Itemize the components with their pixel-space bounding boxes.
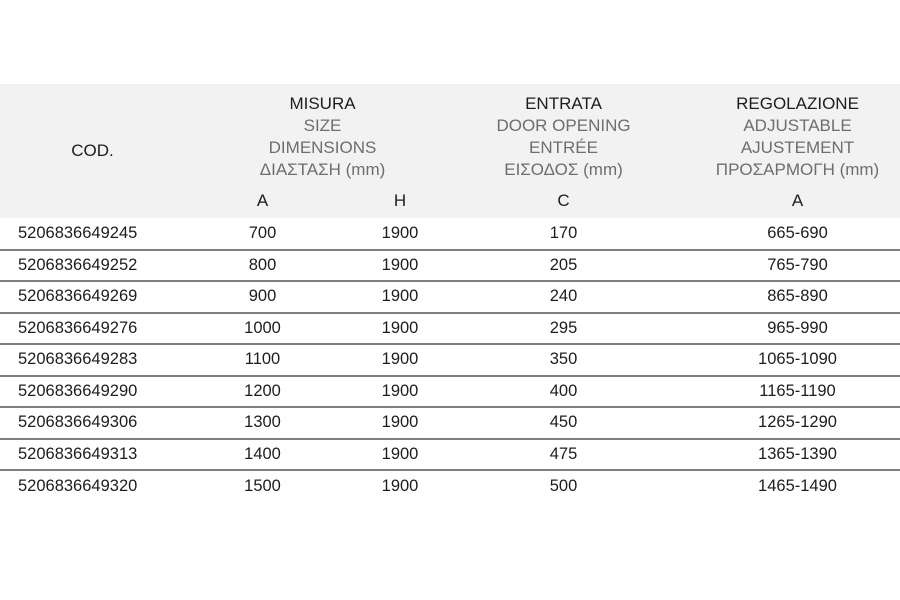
- cell-cod: 5206836649320: [18, 476, 138, 495]
- header-line-misura: MISURA: [289, 94, 356, 113]
- cell-c: 295: [549, 318, 578, 337]
- cell-cod: 5206836649290: [18, 381, 138, 400]
- cell-adj: 1365-1390: [758, 444, 837, 463]
- cell-adj: 965-990: [767, 318, 828, 337]
- cell-c: 350: [549, 350, 578, 369]
- cell-c: 450: [549, 413, 578, 432]
- cell-adj: 1265-1290: [758, 413, 837, 432]
- cell-cod: 5206836649252: [18, 255, 138, 274]
- subcol-header-a-adjust: A: [791, 191, 804, 210]
- header-line-diastasi: ΔΙΑΣΤΑΣΗ (mm): [259, 160, 386, 179]
- cell-adj: 1465-1490: [758, 476, 837, 495]
- header-line-entree: ENTRÉE: [529, 138, 598, 157]
- cell-adj: 665-690: [767, 223, 828, 242]
- cell-a: 800: [248, 255, 277, 274]
- table-row: [0, 218, 900, 250]
- header-line-adjustable: ADJUSTABLE: [743, 116, 852, 135]
- cell-c: 170: [549, 223, 578, 242]
- cell-h: 1900: [381, 381, 419, 400]
- cell-a: 1000: [244, 318, 281, 337]
- col-header-cod: COD.: [71, 141, 114, 160]
- cell-h: 1900: [381, 413, 419, 432]
- header-line-ajustement: AJUSTEMENT: [740, 138, 855, 157]
- col-header-misura: [185, 84, 460, 184]
- product-spec-table: [0, 84, 900, 502]
- cell-a: 1500: [244, 476, 281, 495]
- header-line-size: SIZE: [303, 116, 342, 135]
- table-row: [0, 376, 900, 408]
- subcol-header-h-height: H: [393, 191, 407, 210]
- table-row: [0, 470, 900, 502]
- cell-h: 1900: [381, 223, 419, 242]
- cell-h: 1900: [381, 287, 419, 306]
- table-body: [0, 218, 900, 502]
- cell-h: 1900: [381, 255, 419, 274]
- cell-cod: 5206836649245: [18, 223, 138, 242]
- table-row: [0, 344, 900, 376]
- cell-cod: 5206836649269: [18, 287, 138, 306]
- cell-h: 1900: [381, 350, 419, 369]
- col-header-regolazione: [667, 84, 900, 184]
- cell-c: 240: [549, 287, 578, 306]
- table-row: [0, 281, 900, 313]
- cell-cod: 5206836649306: [18, 413, 138, 432]
- header-line-door-opening: DOOR OPENING: [496, 116, 631, 135]
- group-header-row: [0, 84, 900, 184]
- table-row: [0, 250, 900, 282]
- cell-c: 500: [549, 476, 578, 495]
- table-row: [0, 439, 900, 471]
- header-line-regolazione: REGOLAZIONE: [736, 94, 859, 113]
- header-line-dimensions: DIMENSIONS: [268, 138, 377, 157]
- cell-c: 400: [549, 381, 578, 400]
- cell-adj: 1165-1190: [759, 381, 836, 400]
- cell-h: 1900: [381, 444, 419, 463]
- cell-a: 1300: [244, 413, 281, 432]
- table-row: [0, 407, 900, 439]
- cell-cod: 5206836649313: [18, 444, 138, 463]
- cell-a: 900: [248, 287, 277, 306]
- cell-c: 205: [549, 255, 578, 274]
- header-line-entrata: ENTRATA: [525, 94, 602, 113]
- cell-c: 475: [549, 444, 578, 463]
- cell-cod: 5206836649283: [18, 350, 138, 369]
- cell-a: 1200: [244, 381, 281, 400]
- cell-h: 1900: [381, 476, 419, 495]
- cell-cod: 5206836649276: [18, 318, 138, 337]
- header-line-eisodos: ΕΙΣΟΔΟΣ (mm): [504, 160, 623, 179]
- cell-a: 700: [248, 223, 277, 242]
- subcol-header-a-width: A: [256, 191, 269, 210]
- cell-adj: 765-790: [767, 255, 828, 274]
- cell-h: 1900: [381, 318, 419, 337]
- cell-adj: 865-890: [767, 287, 828, 306]
- cell-a: 1400: [244, 444, 281, 463]
- subcol-header-c-opening: C: [557, 191, 570, 210]
- col-header-entrata: [460, 84, 667, 184]
- cell-adj: 1065-1090: [758, 350, 837, 369]
- cell-a: 1100: [244, 350, 281, 369]
- table-row: [0, 313, 900, 345]
- header-line-prosarmogi: ΠΡΟΣΑΡΜΟΓΗ (mm): [715, 160, 880, 179]
- table-header: [0, 84, 900, 218]
